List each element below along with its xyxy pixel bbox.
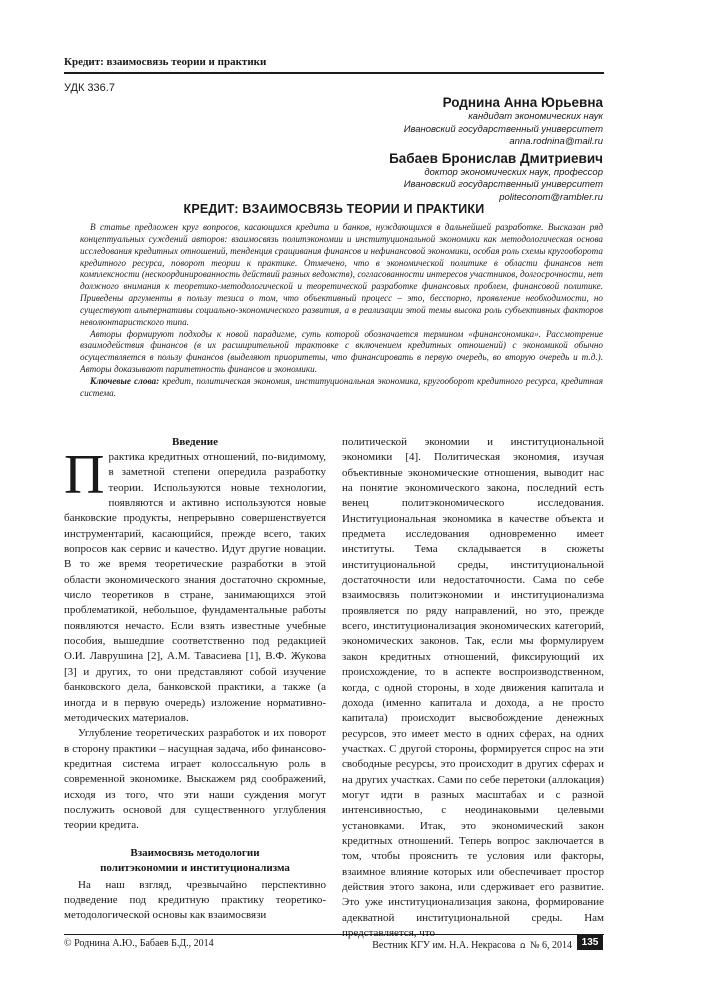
section-heading-methodology <box>64 846 326 876</box>
article-title: КРЕДИТ: ВЗАИМОСВЯЗЬ ТЕОРИИ И ПРАКТИКИ <box>183 202 485 216</box>
author-affiliation: Ивановский государственный университет <box>403 179 603 190</box>
methodology-paragraph: На наш взгляд, чрезвычайно перспективно подведение под кредитную практику теоретико-методологической основы как взаимосвязи <box>64 878 326 922</box>
abstract <box>80 222 603 400</box>
journal-issue: № 6, 2014 <box>529 940 572 951</box>
author-2 <box>183 150 603 205</box>
author-degree: кандидат экономических наук <box>468 111 603 122</box>
header-rule <box>64 72 604 74</box>
running-head: Кредит: взаимосвязь теории и практики <box>64 56 267 68</box>
drop-cap: П <box>64 444 105 506</box>
footer-rule <box>64 934 604 935</box>
intro-paragraph <box>64 444 326 726</box>
author-degree: доктор экономических наук, профессор <box>424 166 603 178</box>
intro-paragraph-2: Углубление теоретических разработок и их поворот в сторону практики – насущная задача, ибо финансово-кредитная система играет колоссальную роль в современной экономике. Выскажем ряд соображений, исходя из того, что эти наши суждения могут послужить основой для существенного углубления теории кредита. <box>64 727 326 832</box>
author-name: Бабаев Бронислав Дмитриевич <box>389 150 603 166</box>
right-column <box>342 435 604 941</box>
abstract-paragraph: Авторы формируют подходы к новой парадигме, суть которой обозначается термином «финансономика». Рассмотрение взаимодействия финансов (в их расширительной трактовке с включением кредитных отношений) с экономикой обычно осуществляется в пользу финансов (выделяют приоритеты, что финансировать в первую очередь, во вторую очередь и т.д.). Авторы доказывают паритетность финансов и экономики. <box>80 328 603 375</box>
author-affiliation: Ивановский государственный университет <box>403 123 603 135</box>
journal-name: Вестник КГУ им. Н.А. Некрасова <box>372 940 516 951</box>
keywords <box>80 376 603 400</box>
footer-journal <box>372 938 572 951</box>
footer-copyright: © Роднина А.Ю., Бабаев Б.Д., 2014 <box>64 938 214 949</box>
keywords-label: Ключевые слова: <box>90 375 160 386</box>
author-1 <box>183 94 603 149</box>
udc-code: УДК 336.7 <box>64 82 115 94</box>
section-heading-line: Взаимосвязь методологии <box>130 846 260 859</box>
continued-paragraph: политической экономии и институциональной экономики [4]. Политическая экономия, изучая объективные экономические отношения, выводит нас на понятие экономического закона, последний есть венец политэкономического исследования. Институциональная экономика в качестве объекта и предмета исследования одновременно имеет институты. Тема складывается в сюжеты институциональной среды, институциональной достаточности или недостаточности. Сама по себе взаимосвязь политэкономии и институционализма проявляется по ряду направлений, но это, прежде всего, институционализация экономических категорий, экономических законов. Так, если мы формулируем закон кредитных отношений, фиксирующий их происхождение, то в аспекте воспроизводственном, когда, с одной стороны, в ходе движения капитала и дохода (именно капитала и дохода, а не просто капитала) происходит высвобождение денежных ресурсов, это имеет место в одних сферах, на одних участках. С другой стороны, формируется спрос на эти свободные ресурсы, это происходит в других сферах и на других участках. Сами по себе перетоки (аллокация) могут идти в разных масштабах и с разной интенсивностью, с неодинаковыми целевыми установками. Итак, это экономический закон кредитных отношений. Теперь вопрос заключается в том, чтобы прояснить те условия или факторы, взаимное влияние которых или обеспечивает простор действия этого закона, или сдерживает его развитие. Это уже институционализация закона, формирование адекватной институциональной среды. Нам представляется, что <box>342 436 604 939</box>
journal-logo-icon: ꭥ <box>520 940 526 950</box>
author-list <box>183 94 603 204</box>
intro-text: рактика кредитных отношений, по-видимому, в заметной степени опередила разработку теории. Используются новые технологии, появляются и активно используются новые банковские продукты, непрерывно совершенствуется инструментарий, касающийся, прежде всего, таких вопросов как сервис и качество. Идут другие новации. В то же время теоретические разработки в этой области экономического знания достаточно скромные, число теоретиков в стране, занимающихся этой проблематикой, небольшое, фундаментальные работы появляются нечасто. Если взять известные учебные пособия, вышедшие соответственно под редакцией О.И. Лаврушина [2], А.М. Тавасиева [1], В.Ф. Жукова [3] и других, то они представляют собой изучение банковского дела, банковской практики, а также (а иногда и в первую очередь) изложение нормативно-методических материалов. <box>64 451 326 724</box>
author-email: politeconom@rambler.ru <box>499 191 603 203</box>
author-email: anna.rodnina@mail.ru <box>509 136 603 147</box>
page-number: 135 <box>577 935 603 950</box>
section-heading-line: политэкономии и институционализма <box>100 861 290 874</box>
section-heading-intro: Введение <box>171 436 219 448</box>
author-name: Роднина Анна Юрьевна <box>442 95 603 110</box>
abstract-paragraph: В статье предложен круг вопросов, касающихся кредита и банков, нуждающихся в дальнейшей разработке. Высказан ряд концептуальных суждений авторов: взаимосвязь политэкономии и институциональной экономики как методологическая основа исследования кредитных отношений, тенденция сращивания финансов и нефинансовой экономики, особая роль схемы кругооборота кредитного ресурса, поворот теории к практике. Отмечено, что в экономической политике в области финансов нет комплексности (нескоординированность действий разных ведомств), согласованности интересов участников, долгосрочности, нет должного внимания к теоретико-методологической и теоретической разработке финансовых проблем, финансовой политике. Приведены аргументы в пользу тезиса о том, что объективный процесс – это, бесспорно, проявление необходимости, но существуют альтернативы социально-экономического развития, а в реализации этой темы высока роль субъективных факторов неволюнтаристского типа. <box>80 222 603 327</box>
keywords-text: кредит, политическая экономия, институциональная экономика, кругооборот кредитного ресурса, кредитная система. <box>80 375 603 398</box>
left-column <box>64 435 326 924</box>
